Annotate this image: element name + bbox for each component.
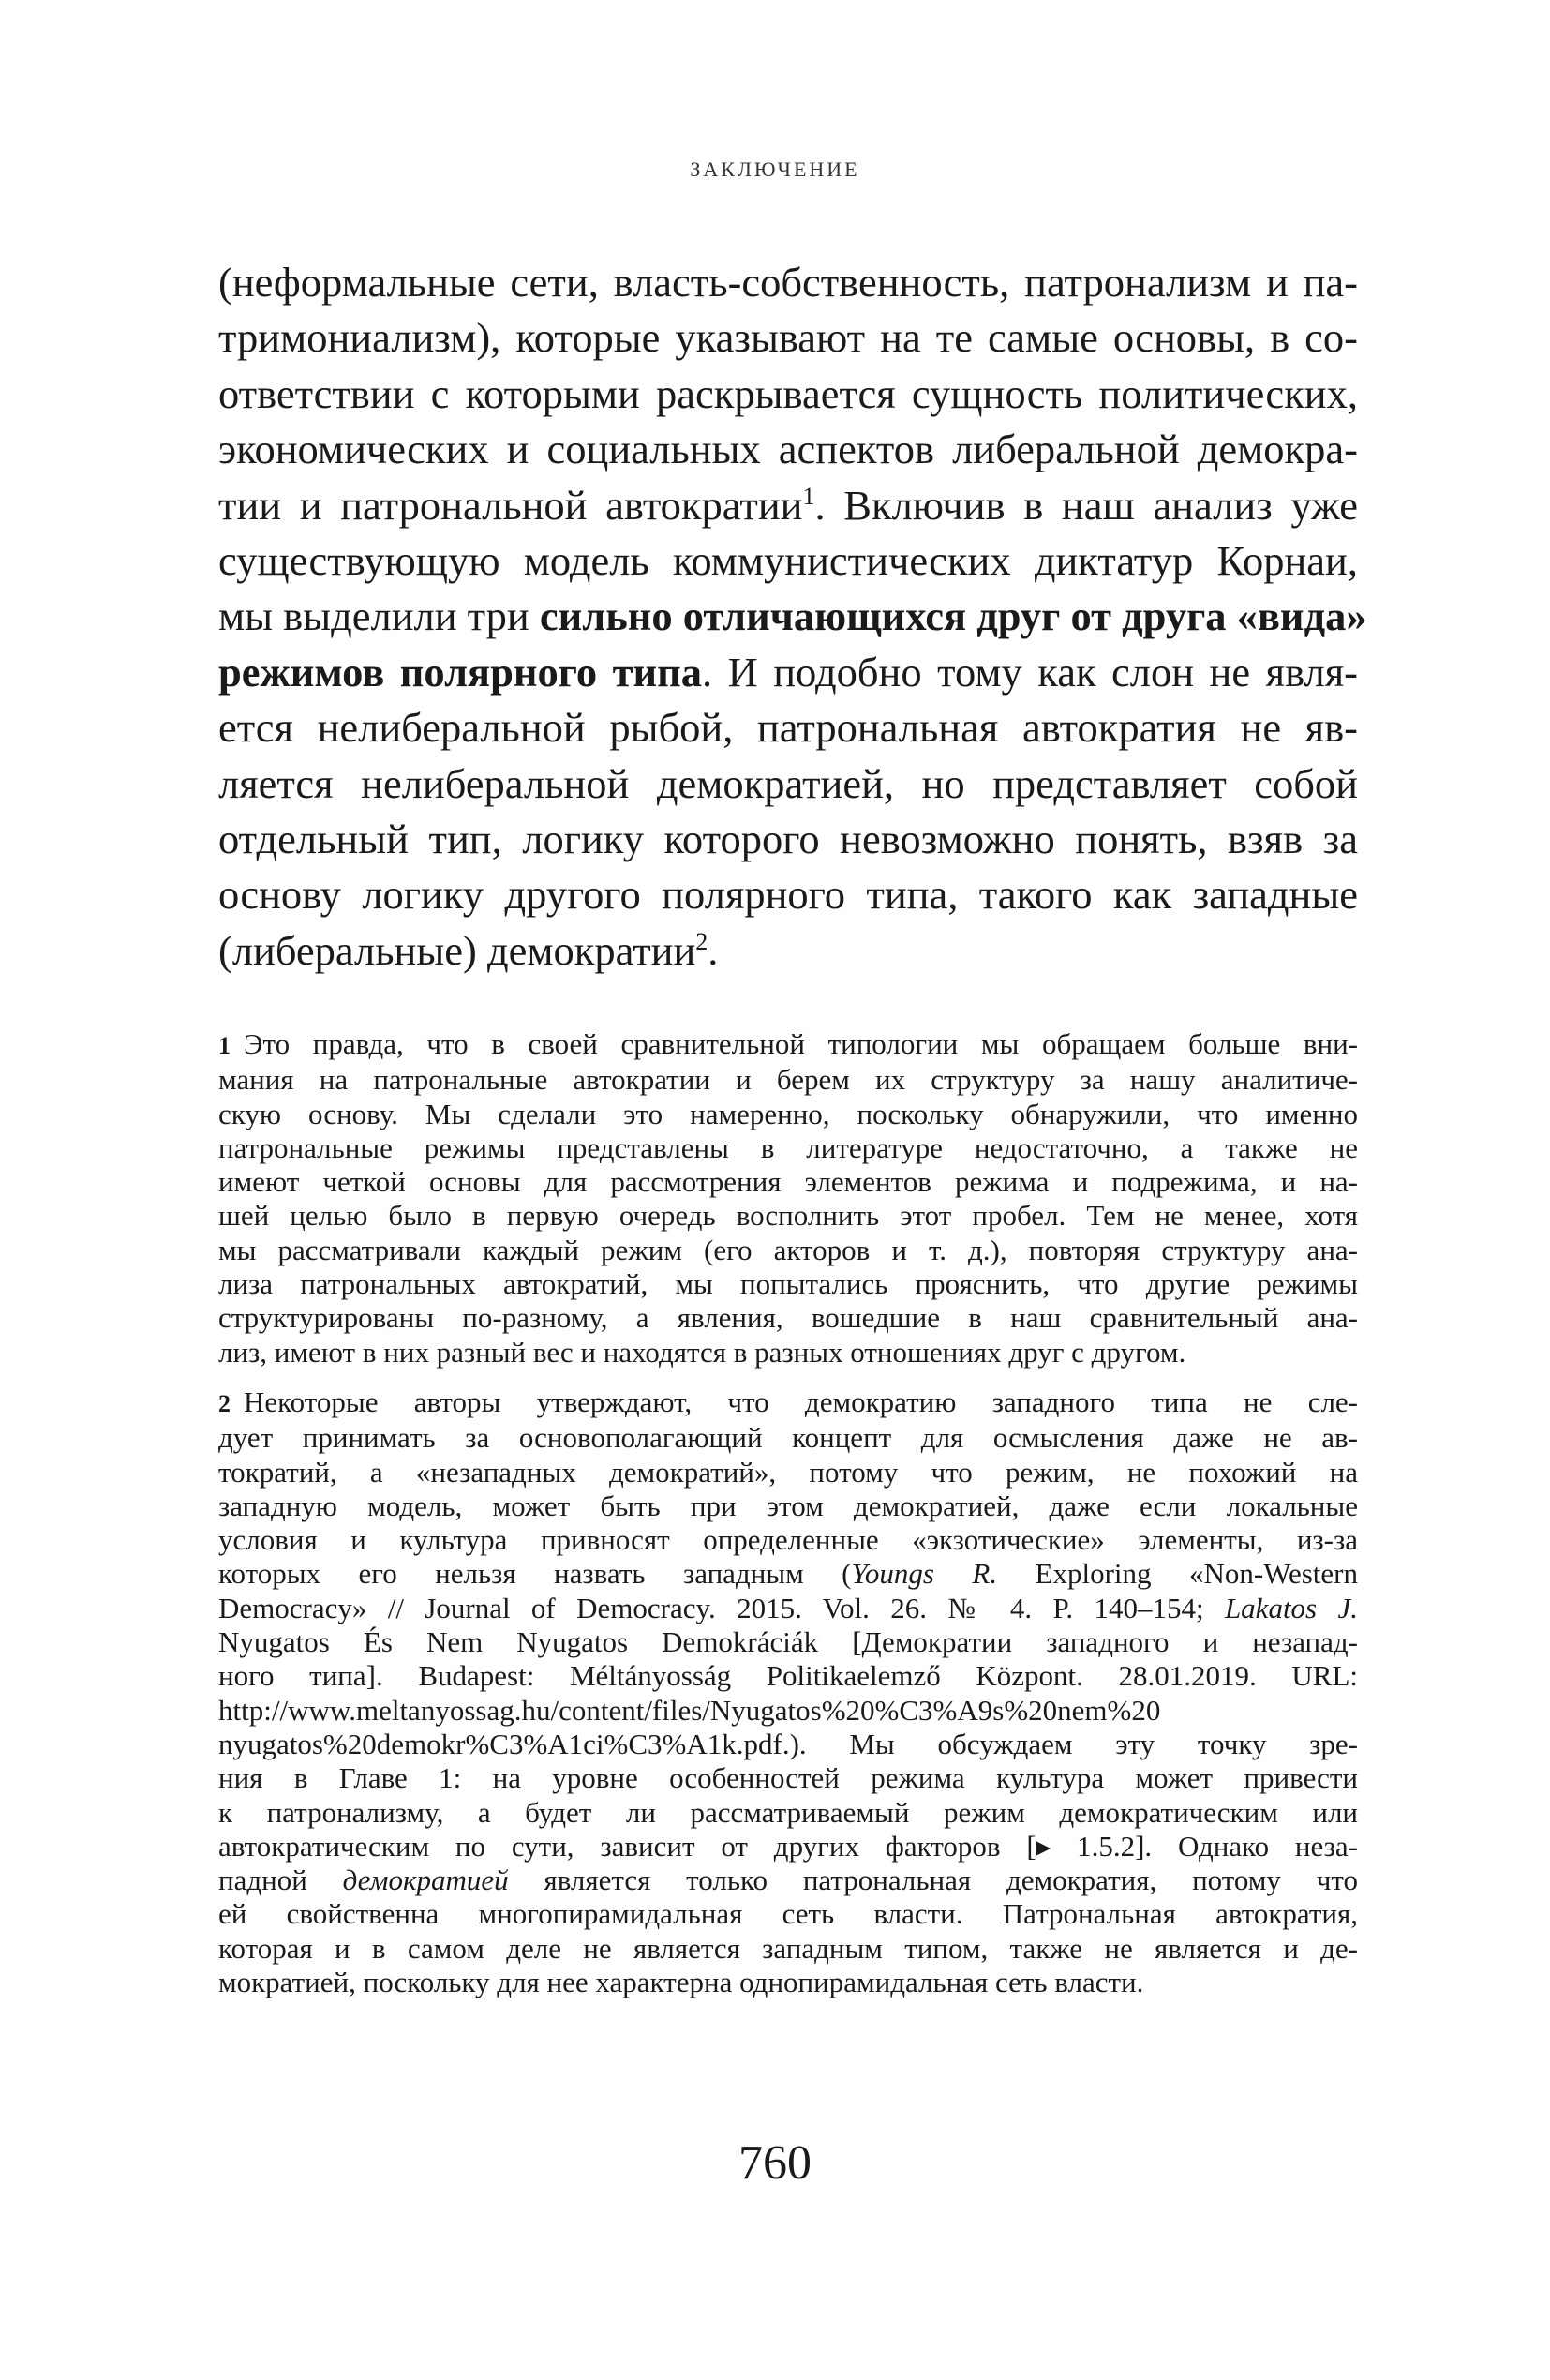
- footnote-line: мократией, поскольку для нее характерна однопирамидальная сеть власти.: [218, 1966, 1144, 1999]
- footnotes: [218, 1027, 1358, 1999]
- body-text-span: (либеральные) демократии: [218, 926, 696, 974]
- footnote-text: Это правда, что в своей сравнительной типологии мы обращаем больше вни-: [244, 1027, 1358, 1060]
- bold-phrase: режимов полярного типа: [218, 648, 702, 696]
- footnote-line: [218, 1557, 1358, 1591]
- main-paragraph: [218, 255, 1367, 979]
- footnote-line: которая и в самом деле не является западным типом, также не является и де-: [218, 1931, 1358, 1965]
- body-text-span: мы выделили три: [218, 592, 540, 640]
- footnote-line: [218, 1864, 1358, 1897]
- footnote-line: [218, 1592, 1358, 1625]
- body-line: [218, 589, 1367, 644]
- footnote-line: условия и культура привносят определенные «экзотические» элементы, из-за: [218, 1523, 1358, 1557]
- body-line: отдельный тип, логику которого невозможно понять, взяв за: [218, 816, 1358, 863]
- footnote-text: Некоторые авторы утверждают, что демократию западного типа не сле-: [244, 1385, 1358, 1418]
- body-line: [218, 923, 1358, 979]
- footnote-ref-1[interactable]: 1: [802, 482, 815, 510]
- footnote-url-line[interactable]: nyugatos%20demokr%C3%A1ci%C3%A1k.pdf.). Мы обсуждаем эту точку зре-: [218, 1727, 1358, 1760]
- footnote-text: Exploring «Non-Western: [997, 1557, 1358, 1591]
- footnote-number: 2: [218, 1389, 231, 1417]
- footnote-line: мания на патрональные автократии и берем их структуру за нашу аналитиче-: [218, 1063, 1358, 1097]
- body-line: [218, 645, 1358, 700]
- footnote-line: скую основу. Мы сделали это намеренно, поскольку обнаружили, что именно: [218, 1097, 1358, 1130]
- footnote-line: лиз, имеют в них разный вес и находятся в разных отношениях друг с другом.: [218, 1335, 1186, 1369]
- body-text-span: . И подобно тому как слон не явля-: [702, 648, 1358, 696]
- body-text-span: тии и патрональной автократии: [218, 481, 803, 529]
- body-line: (неформальные сети, власть-собственность, патронализм и па-: [218, 259, 1358, 306]
- footnote-line: дует принимать за основополагающий концепт для осмысления даже не ав-: [218, 1421, 1358, 1455]
- body-line: тримониализм), которые указывают на те самые основы, в со-: [218, 314, 1358, 362]
- footnote-line: шей целью было в первую очередь восполнить этот пробел. Тем не менее, хотя: [218, 1199, 1358, 1233]
- footnote-line: структурированы по-разному, а явления, вошедшие в наш сравнительный ана-: [218, 1301, 1358, 1335]
- footnote-line: ей свойственна многопирамидальная сеть власти. Патрональная автократия,: [218, 1897, 1358, 1931]
- body-line: ляется нелиберальной демократией, но представляет собой: [218, 759, 1358, 807]
- footnote-line: лиза патрональных автократий, мы попытались прояснить, что другие режимы: [218, 1267, 1358, 1301]
- footnote-number: 1: [218, 1032, 231, 1059]
- body-line: [218, 478, 1358, 533]
- footnote-line: ного типа]. Budapest: Méltányosság Politikaelemző Központ. 28.01.2019. URL:: [218, 1659, 1358, 1693]
- footnote-text: падной: [218, 1864, 343, 1897]
- footnote-line: имеют четкой основы для рассмотрения элементов режима и подрежима, и на-: [218, 1165, 1358, 1199]
- body-text-span: . Включив в наш анализ уже: [814, 481, 1358, 529]
- footnote-line: западную модель, может быть при этом демократией, даже если локальные: [218, 1489, 1358, 1522]
- footnote-line: к патронализму, а будет ли рассматриваемый режим демократическим или: [218, 1795, 1358, 1829]
- footnote-text: является только патрональная демократия, потому что: [508, 1864, 1358, 1897]
- footnote-1: [218, 1027, 1358, 1370]
- footnote-url-line[interactable]: http://www.meltanyossag.hu/content/files/Nyugatos%20%C3%A9s%20nem%20: [218, 1693, 1161, 1727]
- citation-author: Lakatos J.: [1224, 1591, 1358, 1624]
- page-number: 760: [738, 2136, 812, 2190]
- footnote-line: автократическим по сути, зависит от других факторов [▸ 1.5.2]. Однако неза-: [218, 1829, 1358, 1863]
- footnote-line: мы рассматривали каждый режим (его акторов и т. д.), повторяя структуру ана-: [218, 1233, 1358, 1266]
- body-line: основу логику другого полярного типа, такого как западные: [218, 871, 1358, 919]
- footnote-text: которых его нельзя назвать западным (: [218, 1557, 852, 1591]
- footnote-line: патрональные режимы представлены в литературе недостаточно, а также не: [218, 1130, 1358, 1164]
- body-text-span: .: [708, 926, 719, 974]
- body-line: экономических и социальных аспектов либеральной демокра-: [218, 426, 1358, 473]
- footnote-line: Nyugatos És Nem Nyugatos Demokráciák [Демократии западного и незапад-: [218, 1625, 1358, 1659]
- italic-term: демократией: [342, 1864, 509, 1897]
- footnote-line: тократий, а «незападных демократий», потому что режим, не похожий на: [218, 1455, 1358, 1489]
- bold-phrase: сильно отличающихся друг от друга «вида»: [539, 592, 1367, 640]
- running-head: ЗАКЛЮЧЕНИЕ: [690, 157, 860, 181]
- citation-author: Youngs R.: [851, 1557, 998, 1591]
- body-line: существующую модель коммунистических диктатур Корнаи,: [218, 537, 1358, 585]
- footnote-text: Democracy» // Journal of Democracy. 2015. Vol. 26. № 4. P. 140–154;: [218, 1591, 1225, 1624]
- footnote-line: ния в Главе 1: на уровне особенностей режима культура может привести: [218, 1761, 1358, 1795]
- body-line: ется нелиберальной рыбой, патрональная автократия не яв-: [218, 704, 1358, 752]
- footnote-ref-2[interactable]: 2: [695, 928, 708, 956]
- footnote-2: [218, 1385, 1358, 1999]
- body-line: ответствии с которыми раскрывается сущность политических,: [218, 369, 1358, 417]
